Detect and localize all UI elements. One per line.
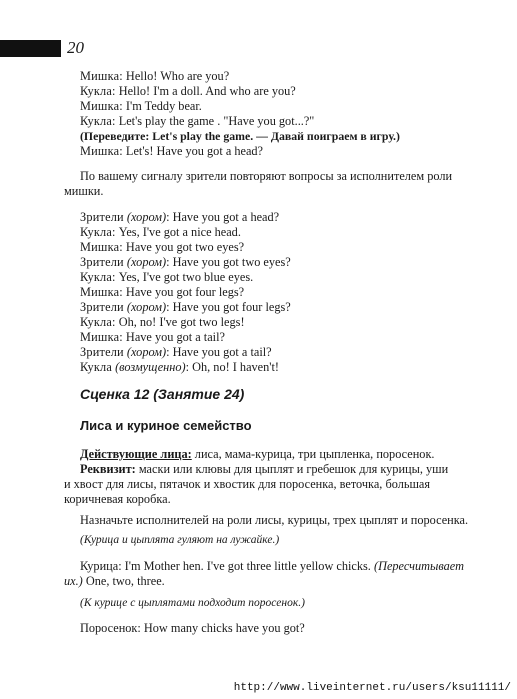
note-text: (Переведите: Let's play the game. — Давай поиграем в игру.) [80, 129, 400, 143]
stage-direction: (хором) [123, 210, 167, 224]
pig-line: Поросенок: How many chicks have you got? [80, 621, 305, 635]
dialogue-line [80, 225, 241, 240]
line-text: Yes, I've got two blue eyes. [115, 270, 254, 284]
speaker: Кукла: [80, 114, 116, 128]
speaker: Кукла: [80, 225, 116, 239]
page-number: 20 [67, 38, 84, 57]
line-text: Let's play the game . "Have you got...?" [115, 114, 315, 128]
dialogue-line [80, 144, 263, 159]
hen-line-2 [64, 574, 165, 589]
instruction-line-1: По вашему сигналу зрители повторяют вопросы за исполнителем роли [80, 169, 453, 183]
dialogue-line [80, 345, 272, 360]
line-text: I'm Teddy bear. [122, 99, 202, 113]
cast-label: Действующие лица: [80, 447, 192, 461]
line-text: Hello! I'm a doll. And who are you? [115, 84, 296, 98]
dialogue-line [80, 270, 253, 285]
props-label: Реквизит: [80, 462, 136, 476]
speaker: Мишка: [80, 99, 123, 113]
speaker: Кукла: [80, 315, 116, 329]
dialogue-line [80, 84, 296, 99]
page-header [0, 38, 200, 60]
speaker: Мишка: [80, 330, 123, 344]
stage-direction-1: (Курица и цыплята гуляют на лужайке.) [80, 534, 280, 546]
props-line-2: и хвост для лисы, пятачок и хвостик для поросенка, веточка, большая [64, 477, 431, 491]
line-text: : Have you got two eyes? [166, 255, 291, 269]
speaker: Кукла: [80, 270, 116, 284]
speaker: Кукла [80, 360, 112, 374]
stage-direction: (хором) [123, 300, 167, 314]
dialogue-line [80, 330, 225, 345]
speaker: Зрители [80, 345, 124, 359]
dialogue-line [80, 285, 244, 300]
hen-line-1 [80, 559, 464, 574]
translation-note [80, 129, 400, 144]
dialogue-line [80, 315, 245, 330]
hen-text: Курица: I'm Mother hen. I've got three little yellow chicks. [80, 559, 374, 573]
speaker: Зрители [80, 300, 124, 314]
line-text: Yes, I've got a nice head. [115, 225, 241, 239]
dialogue-line [80, 255, 291, 270]
cast-text: лиса, мама-курица, три цыпленка, поросенок. [191, 447, 435, 461]
assign-line: Назначьте исполнителей на роли лисы, курицы, трех цыплят и поросенка. [80, 513, 469, 527]
line-text: Oh, no! I've got two legs! [115, 315, 245, 329]
stage-direction: (хором) [123, 255, 167, 269]
props-text-1: маски или клювы для цыплят и гребешок для курицы, уши [135, 462, 449, 476]
watermark-url: http://www.liveinternet.ru/users/ksu11111/ [233, 682, 511, 694]
dialogue-line [80, 300, 291, 315]
dialogue-line [80, 240, 244, 255]
instruction-line-2: мишки. [64, 184, 104, 198]
stage-direction: их.) [64, 574, 83, 588]
line-text: : Have you got a tail? [166, 345, 272, 359]
stage-direction-2: (К курице с цыплятами подходит поросенок.) [80, 597, 305, 609]
line-text: Have you got four legs? [122, 285, 245, 299]
line-text: Hello! Who are you? [122, 69, 230, 83]
stage-direction: (возмущенно) [112, 360, 186, 374]
dialogue-line [80, 69, 229, 84]
line-text: Have you got two eyes? [122, 240, 245, 254]
speaker: Мишка: [80, 144, 123, 158]
dialogue-line [80, 360, 279, 375]
speaker: Зрители [80, 210, 124, 224]
line-text: Have you got a tail? [122, 330, 225, 344]
props-line-3: коричневая коробка. [64, 492, 171, 506]
props-line [80, 462, 448, 477]
dialogue-line [80, 99, 202, 114]
speaker: Мишка: [80, 240, 123, 254]
speaker: Зрители [80, 255, 124, 269]
dialogue-line [80, 210, 279, 225]
line-text: : Have you got four legs? [166, 300, 291, 314]
cast-line [80, 447, 435, 462]
stage-direction: (Пересчитывает [373, 559, 464, 573]
line-text: Let's! Have you got a head? [122, 144, 264, 158]
header-bar [0, 40, 61, 57]
scene-subtitle: Лиса и куриное семейство [80, 418, 252, 433]
speaker: Мишка: [80, 285, 123, 299]
dialogue-line [80, 114, 314, 129]
line-text: : Oh, no! I haven't! [185, 360, 280, 374]
speaker: Мишка: [80, 69, 123, 83]
line-text: : Have you got a head? [166, 210, 280, 224]
stage-direction: (хором) [123, 345, 167, 359]
scene-title: Сценка 12 (Занятие 24) [80, 386, 245, 402]
speaker: Кукла: [80, 84, 116, 98]
hen-text: One, two, three. [82, 574, 165, 588]
